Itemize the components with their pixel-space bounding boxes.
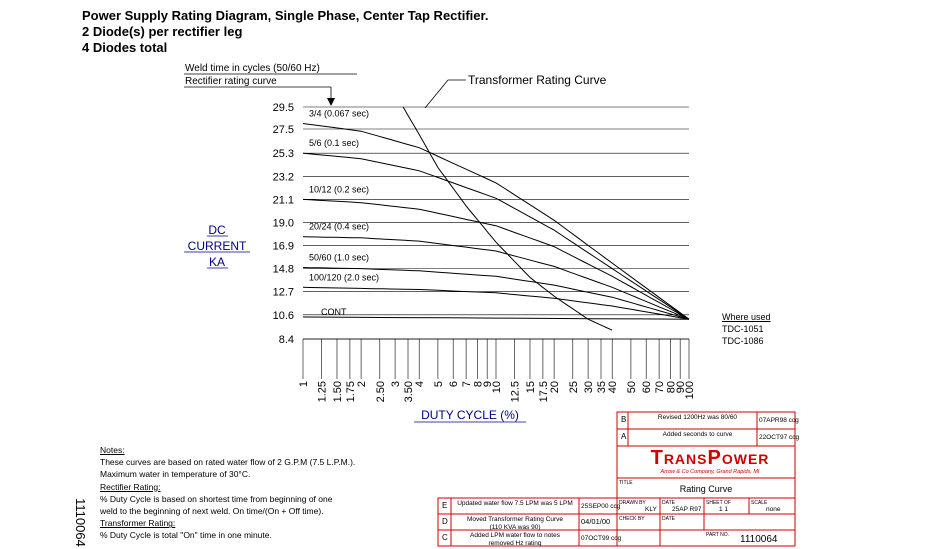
x-tick-label: 1	[298, 381, 310, 388]
x-tick-label: 25	[567, 381, 580, 394]
x-tick-label: 2.50	[374, 381, 387, 403]
part-number: 1110064	[740, 534, 778, 545]
y-tick-label: 25.3	[272, 148, 294, 161]
x-axis-label: DUTY CYCLE (%)	[421, 408, 519, 422]
transformer-rating-title: Transformer Rating:	[100, 518, 176, 529]
diodes-per-leg: 2 Diode(s) per rectifier leg	[82, 24, 243, 39]
x-tick-label: 60	[641, 381, 654, 394]
x-tick-labels	[298, 381, 696, 402]
series-label: CONT	[321, 307, 347, 318]
rev-desc: Updated water flow 7.5 LPM was 5 LPM	[457, 500, 573, 507]
y-axis-label-current: CURRENT	[187, 239, 247, 253]
where-used-title: Where used	[722, 312, 771, 322]
y-tick-label: 12.7	[272, 286, 294, 299]
rev-letter: D	[442, 517, 448, 526]
x-tick-label: 80	[665, 381, 678, 394]
series-line	[403, 107, 612, 330]
chart-title: Power Supply Rating Diagram, Single Phase, Center Tap Rectifier.	[82, 8, 489, 23]
x-tick-label: 17.5	[537, 381, 550, 403]
rev-letter: A	[621, 432, 627, 441]
x-tick-label: 3.50	[403, 381, 416, 403]
y-tick-label: 29.5	[272, 102, 294, 114]
part-no-label: PART NO.	[706, 532, 730, 538]
notes-title: Notes:	[100, 445, 125, 455]
sheet-number: 1 1	[719, 506, 729, 513]
where-used	[722, 311, 771, 347]
x-tick-label: 100	[684, 381, 696, 400]
x-tick-label: 40	[607, 381, 620, 394]
series-label: 5/6 (0.1 sec)	[309, 138, 360, 149]
rev-date: 25SEP00 ccg	[581, 503, 621, 510]
y-axis-label-ka: KA	[208, 255, 226, 269]
x-tick-label: 7	[461, 381, 474, 388]
title-label: TITLE	[619, 480, 633, 486]
y-axis-label-dc: DC	[208, 223, 226, 237]
rev-letter: B	[621, 415, 627, 424]
y-tick-label: 21.1	[272, 194, 294, 207]
y-tick-label: 10.6	[272, 309, 294, 322]
y-tick-label: 27.5	[272, 123, 294, 136]
series-label: 10/12 (0.2 sec)	[309, 184, 370, 195]
x-tick-label: 70	[654, 381, 667, 394]
rectifier-rating-title: Rectifier Rating:	[100, 481, 161, 492]
rev-date: 07OCT99 ccg	[581, 535, 622, 542]
checked-date-label: DATE	[662, 516, 675, 522]
rev-date: 22OCT97 ccg	[759, 434, 800, 441]
x-tick-label: 1.75	[344, 381, 357, 403]
y-tick-labels	[273, 102, 294, 346]
note-line: These curves are based on rated water flow of 2 G.P.M (7.5 L.P.M.).	[100, 457, 356, 468]
series-label: 50/60 (1.0 sec)	[309, 252, 370, 263]
rev-letter: E	[442, 501, 448, 510]
y-tick-label: 23.2	[272, 171, 294, 184]
note-line: Maximum water in temperature of 30°C.	[100, 469, 251, 480]
drawn-by: KLY	[645, 506, 657, 513]
series-line	[303, 287, 689, 319]
drawn-by-label: DRAWN BY	[619, 500, 646, 506]
rev-desc: Added seconds to curve	[662, 431, 733, 438]
y-tick-label: 14.8	[272, 263, 294, 276]
side-part-number: 1110064	[72, 498, 88, 547]
x-tick-label: 2	[356, 381, 369, 388]
x-tick-label: 35	[596, 381, 609, 394]
rev-desc: Added LPM water flow to notes removed Hz rating	[470, 532, 560, 547]
x-tick-label: 4	[414, 381, 427, 388]
series-label: 3/4 (0.067 sec)	[309, 108, 370, 119]
weld-time-annotation: Weld time in cycles (50/60 Hz)	[185, 63, 320, 74]
rev-desc: Moved Transformer Rating Curve (110 KVA was 90)	[466, 516, 564, 531]
rev-letter: C	[442, 533, 448, 542]
series-line	[303, 317, 689, 319]
sheet-label: SHEET OF	[706, 500, 731, 506]
y-tick-label: 16.9	[272, 240, 294, 253]
where-used-item: TDC-1086	[722, 336, 764, 346]
x-tick-label: 3	[390, 381, 403, 388]
checked-by-label: CHECK BY	[619, 516, 645, 522]
drawn-date: 25AP R97	[672, 506, 702, 513]
rev-desc: Revised 1200Hz was 80/60	[657, 414, 738, 421]
series-line	[303, 153, 689, 319]
drawing-title: Rating Curve	[679, 484, 733, 494]
date-label: DATE	[662, 500, 675, 506]
x-tick-label: 30	[583, 381, 596, 394]
x-tick-label: 15	[524, 381, 537, 394]
rev-date: 04/01/00	[581, 517, 611, 526]
x-tick-label: 1.25	[316, 381, 329, 403]
x-tick-label: 10	[491, 381, 503, 394]
notes	[100, 444, 355, 542]
scale-value: none	[766, 506, 781, 513]
x-tick-label: 5	[432, 381, 445, 388]
transformer-curve-annotation: Transformer Rating Curve	[468, 73, 607, 87]
note-line: % Duty Cycle is based on shortest time from beginning of one	[100, 493, 333, 504]
x-tick-label: 90	[675, 381, 688, 394]
x-tick-label: 12.5	[509, 381, 522, 403]
rectifier-curve-annotation: Rectifier rating curve	[185, 76, 277, 87]
note-line: % Duty Cycle is total "On" time in one minute.	[100, 530, 272, 541]
chart-curves	[303, 107, 689, 330]
y-tick-label: 8.4	[278, 334, 294, 346]
where-used-item: TDC-1051	[722, 324, 764, 334]
x-tick-label: 50	[625, 381, 638, 394]
note-line: weld to the beginning of next weld. On time/(On + Off time).	[100, 506, 324, 517]
diodes-total: 4 Diodes total	[82, 40, 168, 55]
chart-grid	[303, 107, 689, 379]
rev-date: 07APR98 ccg	[759, 417, 799, 424]
x-tick-label: 20	[549, 381, 562, 394]
y-tick-label: 19.0	[272, 217, 294, 230]
company-tagline: Arrow & Co Company, Grand Rapids, MI	[660, 469, 760, 475]
series-label: 20/24 (0.4 sec)	[309, 221, 370, 232]
scale-label: SCALE	[751, 500, 768, 506]
x-tick-label: 8	[472, 381, 485, 388]
x-tick-label: 9	[482, 381, 495, 388]
x-tick-label: 6	[448, 381, 461, 388]
company-logo: TransPower	[650, 447, 770, 469]
x-tick-label: 1.50	[331, 381, 344, 403]
series-label: 100/120 (2.0 sec)	[309, 272, 380, 283]
curve-labels	[309, 108, 379, 317]
